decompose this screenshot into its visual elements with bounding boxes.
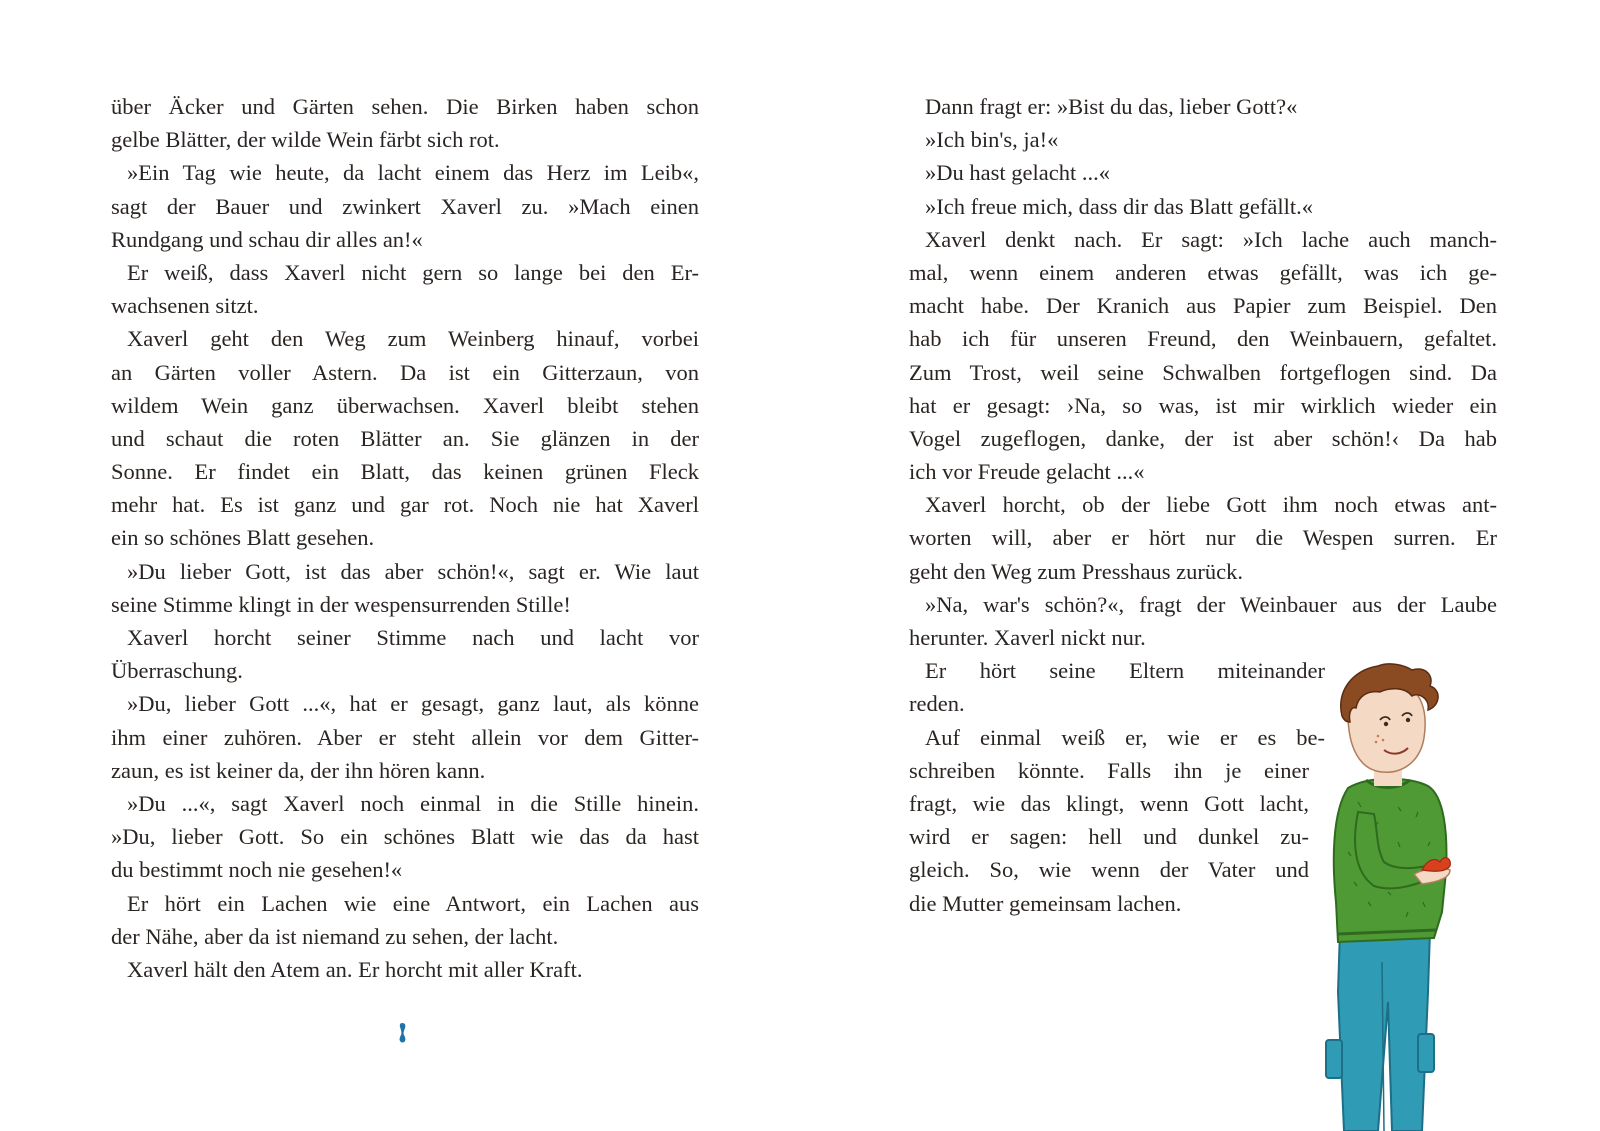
text-line: an Gärten voller Astern. Da ist ein Gitterzaun, von <box>111 359 699 385</box>
text-line: »Du, lieber Gott ...«, hat er gesagt, ganz laut, als könne <box>127 691 699 717</box>
text-line: Xaverl horcht seiner Stimme nach und lacht vor <box>127 625 699 650</box>
boy-head <box>1341 664 1438 786</box>
text-line: mehr hat. Es ist ganz und gar rot. Noch nie hat Xaverl <box>111 492 699 518</box>
text-line: Dann fragt er: »Bist du das, lieber Gott?« <box>925 94 1298 119</box>
text-line: wildem Wein ganz überwachsen. Xaverl bleibt stehen <box>111 392 699 418</box>
text-line: der Nähe, aber da ist niemand zu sehen, der lacht. <box>111 923 559 949</box>
text-line: ein so schönes Blatt gesehen. <box>111 525 375 551</box>
page-number-label: 8 <box>398 1022 399 1023</box>
text-line: die Mutter gemeinsam lachen. <box>909 890 1182 916</box>
text-line: sagt der Bauer und zwinkert Xaverl zu. »Mach einen <box>111 193 699 219</box>
text-line: du bestimmt noch nie gesehen!« <box>111 857 403 883</box>
text-line: fragt, wie das klingt, wenn Gott lacht, <box>909 790 1309 816</box>
text-line: Xaverl hält den Atem an. Er horcht mit aller Kraft. <box>127 956 583 982</box>
text-line: Er hört seine Eltern miteinander <box>925 658 1325 684</box>
text-line: über Äcker und Gärten sehen. Die Birken haben schon <box>111 94 699 119</box>
text-line: »Du hast gelacht ...« <box>925 160 1110 186</box>
text-line: hab ich für unseren Freund, den Weinbauern, gefaltet. <box>909 326 1497 352</box>
text-line: Überraschung. <box>111 658 243 684</box>
left-page <box>111 90 699 986</box>
text-line: »Du, lieber Gott. So ein schönes Blatt wie das da hast <box>111 824 699 850</box>
text-line: Rundgang und schau dir alles an!« <box>111 226 423 252</box>
text-line: ich vor Freude gelacht ...« <box>909 459 1145 485</box>
text-line: Xaverl geht den Weg zum Weinberg hinauf, vorbei <box>127 326 699 352</box>
text-line: Auf einmal weiß er, wie er es be- <box>925 724 1325 750</box>
text-line: reden. <box>909 691 965 717</box>
text-line: seine Stimme klingt in der wespensurrenden Stille! <box>111 591 571 617</box>
text-line: Er weiß, dass Xaverl nicht gern so lange bei den Er- <box>127 259 699 285</box>
text-line: macht habe. Der Kranich aus Papier zum Beispiel. Den <box>909 293 1497 319</box>
text-line: Xaverl denkt nach. Er sagt: »Ich lache auch manch- <box>925 226 1497 252</box>
text-line: gelbe Blätter, der wilde Wein färbt sich rot. <box>111 127 500 153</box>
text-line: »Ich freue mich, dass dir das Blatt gefällt.« <box>925 193 1314 219</box>
text-line: »Ein Tag wie heute, da lacht einem das Herz im Leib«, <box>127 160 699 186</box>
text-line: Vogel zugeflogen, danke, der ist aber schön!‹ Da hab <box>909 425 1497 451</box>
text-line: »Du lieber Gott, ist das aber schön!«, sagt er. Wie laut <box>127 558 699 584</box>
text-line: gleich. So, wie wenn der Vater und <box>909 857 1309 883</box>
text-line: und schaut die roten Blätter an. Sie glänzen in der <box>111 425 699 451</box>
text-line: mal, wenn einem anderen etwas gefällt, was ich ge- <box>909 259 1497 285</box>
text-line: »Na, war's schön?«, fragt der Weinbauer aus der Laube <box>925 591 1497 617</box>
text-line: ihm einer zuhören. Aber er steht allein vor dem Gitter- <box>111 724 699 750</box>
text-line: wird er sagen: hell und dunkel zu- <box>909 824 1309 850</box>
text-line: zaun, es ist keiner da, der ihn hören kann. <box>111 757 486 783</box>
text-line: Sonne. Er findet ein Blatt, das keinen grünen Fleck <box>111 459 699 485</box>
text-line: »Du ...«, sagt Xaverl noch einmal in die Stille hinein. <box>127 790 699 816</box>
text-line: Er hört ein Lachen wie eine Antwort, ein Lachen aus <box>127 890 699 916</box>
text-line: Xaverl horcht, ob der liebe Gott ihm noch etwas ant- <box>925 492 1497 518</box>
text-line: worten will, aber er hört nur die Wespen surren. Er <box>909 525 1497 551</box>
text-line: wachsenen sitzt. <box>111 293 259 319</box>
text-line: »Ich bin's, ja!« <box>925 127 1059 153</box>
text-line: Zum Trost, weil seine Schwalben fortgeflogen sind. Da <box>909 359 1497 385</box>
text-line: schreiben könnte. Falls ihn je einer <box>909 757 1309 783</box>
boy-illustration <box>1318 662 1518 1131</box>
text-line: geht den Weg zum Presshaus zurück. <box>909 558 1243 584</box>
jeans <box>1326 930 1434 1131</box>
text-line: herunter. Xaverl nickt nur. <box>909 625 1146 650</box>
page-number-mark <box>398 1022 408 1044</box>
text-line: hat er gesagt: ›Na, so was, ist mir wirklich wieder ein <box>909 392 1497 418</box>
